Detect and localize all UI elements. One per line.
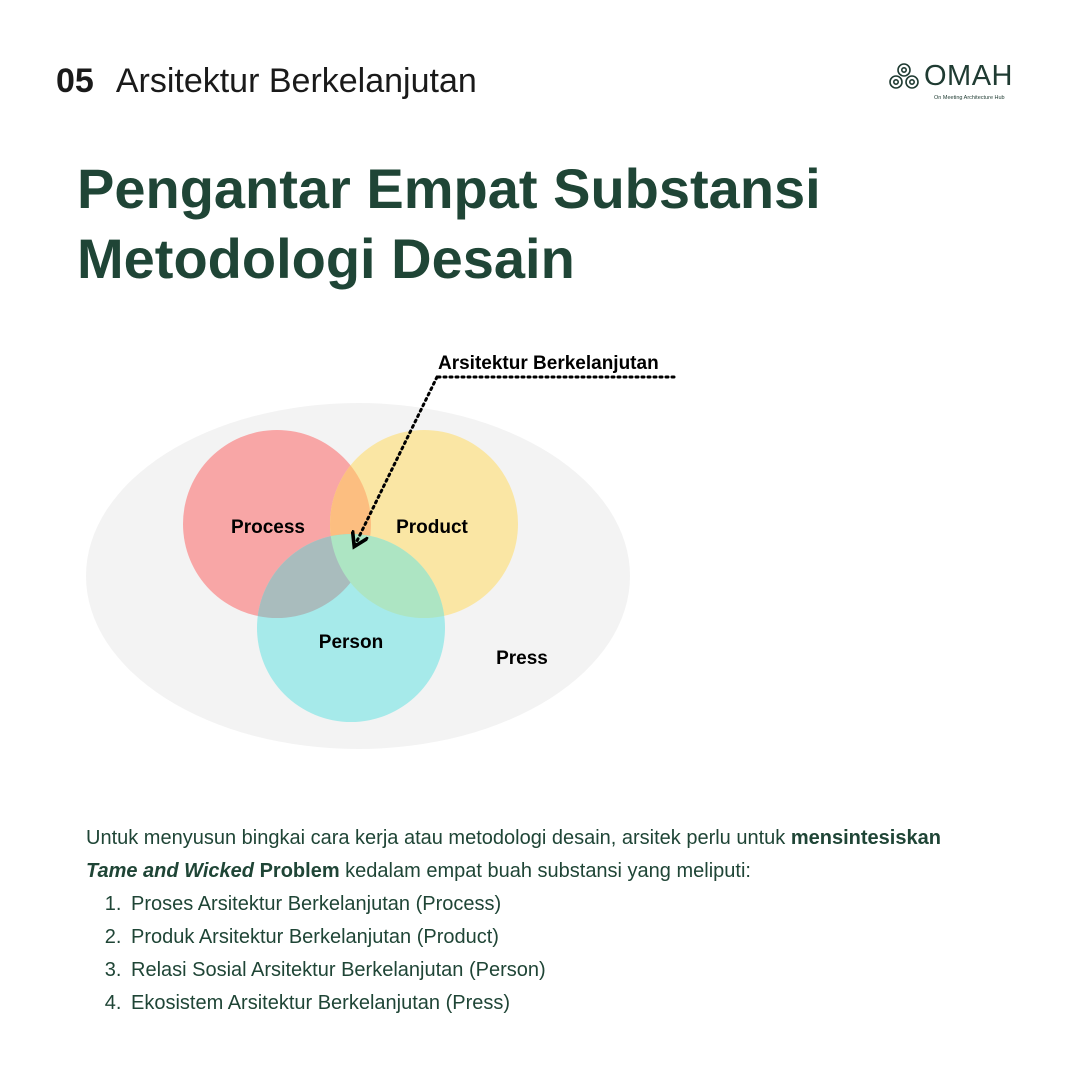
title-line-2: Metodologi Desain — [77, 227, 575, 290]
series-number: 05 — [56, 62, 94, 100]
series-title: Arsitektur Berkelanjutan — [115, 62, 477, 100]
callout-label: Arsitektur Berkelanjutan — [438, 353, 659, 374]
press-label: Press — [496, 648, 548, 669]
body-text — [86, 822, 1026, 1020]
intro-text-2: kedalam empat buah substansi yang meliputi: — [339, 860, 751, 882]
logo-wordmark: OMAH — [924, 60, 1013, 92]
product-label: Product — [396, 517, 468, 538]
intro-text-1: Untuk menyusun bingkai cara kerja atau metodologi desain, arsitek perlu untuk — [86, 827, 791, 849]
logo-tagline: On Meeting Architecture Hub — [934, 95, 1005, 101]
list-item: 4. Ekosistem Arsitektur Berkelanjutan (Press) — [127, 987, 1026, 1020]
title-line-1: Pengantar Empat Substansi — [77, 157, 821, 220]
intro-italic: Tame and Wicked — [86, 860, 255, 882]
substance-list — [86, 888, 1026, 1020]
intro-bold-2: Problem — [254, 860, 340, 882]
list-item: 3. Relasi Sosial Arsitektur Berkelanjutan (Person) — [127, 954, 1026, 987]
process-label: Process — [231, 517, 305, 538]
list-item: 2. Produk Arsitektur Berkelanjutan (Product) — [127, 921, 1026, 954]
list-item: 1. Proses Arsitektur Berkelanjutan (Process) — [127, 888, 1026, 921]
intro-bold: mensintesiskan — [790, 827, 941, 849]
person-label: Person — [318, 632, 384, 653]
intro-paragraph — [86, 822, 1026, 888]
